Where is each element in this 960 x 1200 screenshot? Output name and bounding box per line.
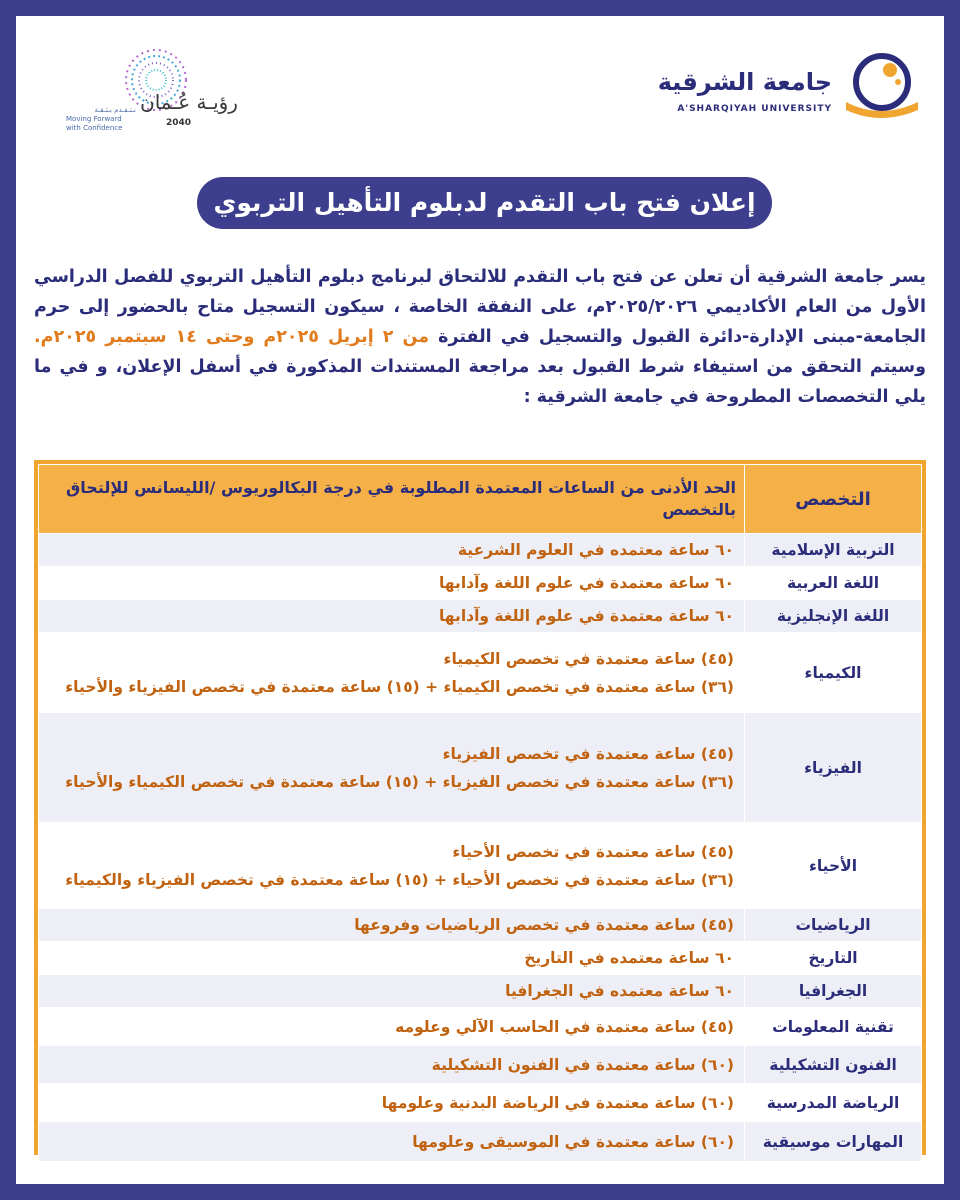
specialization-cell: الفيزياء: [745, 713, 922, 823]
university-emblem-icon: [838, 50, 924, 122]
specialization-cell: الجغرافيا: [745, 975, 922, 1008]
intro-paragraph: [34, 262, 926, 412]
university-logo: [657, 50, 924, 130]
requirement-cell: (٤٥) ساعة معتمدة في الحاسب الآلي وعلومه: [39, 1008, 745, 1046]
requirement-cell: (٤٥) ساعة معتمدة في تخصص الأحياء (٣٦) ساعة معتمدة في تخصص الأحياء + (١٥) ساعة معتمدة في تخصص الفيزياء والكيمياء: [39, 823, 745, 909]
requirement-cell: ٦٠ ساعة معتمده في العلوم الشرعية: [39, 534, 745, 567]
specialization-cell: الرياضيات: [745, 909, 922, 942]
vision-year: 2040: [166, 118, 192, 128]
vision-tagline-en: Moving Forward with Confidence: [66, 115, 123, 132]
specialization-cell: اللغة العربية: [745, 567, 922, 600]
table-row: [39, 600, 922, 633]
specializations-table: [38, 464, 922, 1162]
table-row: [39, 975, 922, 1008]
vision-tagline: [66, 106, 136, 133]
table-row: [39, 534, 922, 567]
requirement-cell: (٤٥) ساعة معتمدة في تخصص الرياضيات وفروعها: [39, 909, 745, 942]
intro-date-highlight: من ٢ إبريل ٢٠٢٥م وحتى ١٤ سبتمبر ٢٠٢٥م.: [34, 327, 430, 347]
intro-text-part2: وسيتم التحقق من استيفاء شرط القبول بعد مراجعة المستندات المذكورة في أسفل الإعلان، و في ما يلي التخصصات المطروحة في جامعة الشرقية :: [34, 357, 926, 407]
requirement-cell: (٦٠) ساعة معتمدة في الرياضة البدنية وعلومها: [39, 1084, 745, 1122]
requirement-cell: ٦٠ ساعة معتمده في الجغرافيا: [39, 975, 745, 1008]
specialization-cell: التاريخ: [745, 942, 922, 975]
table-row: [39, 823, 922, 909]
requirement-cell: ٦٠ ساعة معتمده في التاريخ: [39, 942, 745, 975]
university-name-ar: جامعة الشرقية: [657, 68, 832, 96]
table-row: [39, 942, 922, 975]
specialization-cell: الكيمياء: [745, 633, 922, 713]
specialization-cell: الفنون التشكيلية: [745, 1046, 922, 1084]
requirement-cell: (٤٥) ساعة معتمدة في تخصص الكيمياء (٣٦) ساعة معتمدة في تخصص الكيمياء + (١٥) ساعة معتمدة في تخصص الفيزياء والأحياء: [39, 633, 745, 713]
requirement-cell: (٦٠) ساعة معتمدة في الفنون التشكيلية: [39, 1046, 745, 1084]
table-row: [39, 1122, 922, 1162]
requirement-cell: (٦٠) ساعة معتمدة في الموسيقى وعلومها: [39, 1122, 745, 1162]
requirement-cell: (٤٥) ساعة معتمدة في تخصص الفيزياء (٣٦) ساعة معتمدة في تخصص الفيزياء + (١٥) ساعة معتمدة في تخصص الكيمياء والأحياء: [39, 713, 745, 823]
table-row: [39, 567, 922, 600]
table-row: [39, 633, 922, 713]
table-body: [39, 534, 922, 1162]
header-requirement: الحد الأدنى من الساعات المعتمدة المطلوبة في درجة البكالوريوس /الليسانس للإلتحاق بالتخصص: [39, 465, 745, 534]
table-row: [39, 1046, 922, 1084]
specialization-cell: اللغة الإنجليزية: [745, 600, 922, 633]
table-row: [39, 909, 922, 942]
header-specialization: التخصص: [745, 465, 922, 534]
intro-text-part1: يسر جامعة الشرقية أن تعلن عن فتح باب التقدم للالتحاق لبرنامج دبلوم التأهيل التربوي للفصل الدراسي الأول من العام الأكاديمي ٢٠٢٥/٢٠٢٦م، على النفقة الخاصة ، سيكون التسجيل متاح بالحضور إلى حرم الجامعة-مبنى الإدارة-دائرة القبول والتسجيل في الفترة: [34, 267, 927, 347]
requirement-cell: ٦٠ ساعة معتمدة في علوم اللغة وآدابها: [39, 600, 745, 633]
specialization-cell: تقنية المعلومات: [745, 1008, 922, 1046]
table-row: [39, 1084, 922, 1122]
announcement-title: إعلان فتح باب التقدم لدبلوم التأهيل التربوي: [197, 177, 772, 229]
specialization-cell: الرياضة المدرسية: [745, 1084, 922, 1122]
table-row: [39, 713, 922, 823]
specializations-table-container: [34, 460, 926, 1155]
table-row: [39, 1008, 922, 1046]
specialization-cell: الأحياء: [745, 823, 922, 909]
requirement-cell: ٦٠ ساعة معتمدة في علوم اللغة وآدابها: [39, 567, 745, 600]
specialization-cell: المهارات موسيقية: [745, 1122, 922, 1162]
vision-tagline-ar: نـتـقـدم بـثـقـة: [94, 106, 136, 114]
specialization-cell: التربية الإسلامية: [745, 534, 922, 567]
vision-arabic-text: رؤيـة عُـمان: [140, 90, 238, 114]
table-header-row: [39, 465, 922, 534]
oman-vision-logo: [56, 40, 256, 140]
university-name-en: A'SHARQIYAH UNIVERSITY: [677, 104, 832, 114]
